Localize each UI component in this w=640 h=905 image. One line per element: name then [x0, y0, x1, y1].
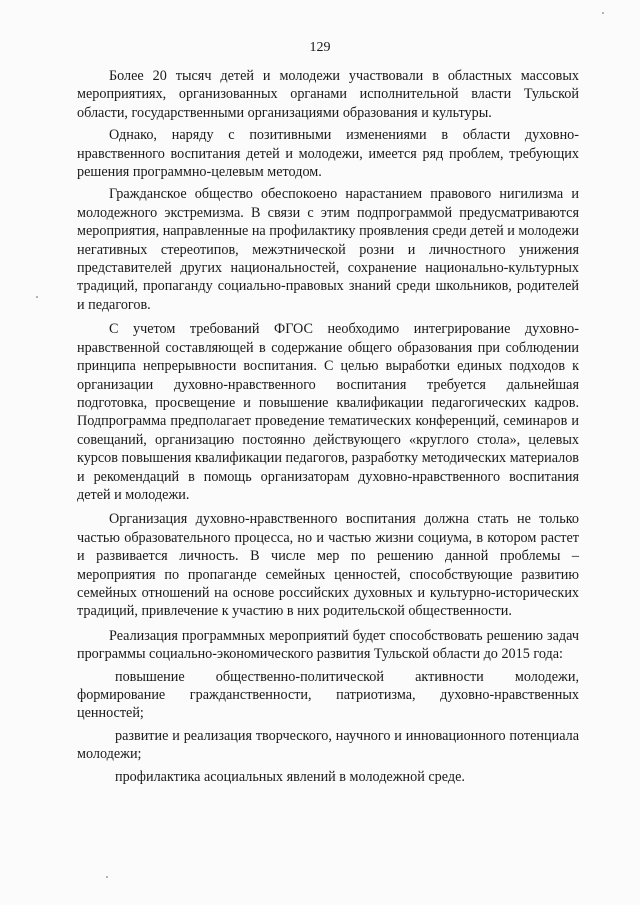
scan-speck [106, 876, 108, 878]
list-item: развитие и реализация творческого, научного и инновационного потенциала молодежи; [77, 727, 579, 763]
list-item: профилактика асоциальных явлений в молодежной среде. [115, 768, 465, 785]
page-number: 129 [309, 40, 331, 55]
paragraph-events-participation: Более 20 тысяч детей и молодежи участвовали в областных массовых мероприятиях, организованных органами исполнительной власти Тульской области, государственными организациями образования и культуры. [77, 68, 579, 121]
paragraph-problems: Однако, наряду с позитивными изменениями в области духовно-нравственного воспитания детей и молодежи, имеется ряд проблем, требующих решения программно-целевым методом. [77, 127, 579, 181]
list-item: повышение общественно-политической активности молодежи, формирование гражданственности, патриотизма, духовно-нравственных ценностей; [77, 668, 579, 722]
scan-speck [602, 12, 604, 14]
paragraph-organization: Организация духовно-нравственного воспитания должна стать не только частью образовательного процесса, но и частью жизни социума, в котором растет и развивается личность. В числе мер по решению данной проблемы – мероприятия по пропаганде семейных ценностей, способствующие развитию семейных отношений на основе российских духовных и культурно-исторических традиций, привлечение к участию в них родительской общественности. [77, 511, 579, 620]
paragraph-implementation: Реализация программных мероприятий будет способствовать решению задач программы социально-экономического развития Тульской области до 2015 года: [77, 627, 579, 663]
paragraph-civil-society: Гражданское общество обеспокоено нарастанием правового нигилизма и молодежного экстремизма. В связи с этим подпрограммой предусматриваются мероприятия, направленные на профилактику проявления среди детей и молодежи негативных стереотипов, межэтнической розни и личностного унижения представителей других национальностей, сохранение национально-культурных традиций, пропаганду социально-правовых знаний среди школьников, родителей и педагогов. [77, 186, 579, 313]
scan-speck [36, 296, 38, 298]
paragraph-fgos-requirements: С учетом требований ФГОС необходимо интегрирование духовно-нравственной составляющей в содержание общего образования при соблюдении принципа непрерывности воспитания. С целью выработки единых подходов к организации духовно-нравственного воспитания требуется дальнейшая подготовка, просвещение и повышение квалификации педагогических кадров. Подпрограмма предполагает проведение тематических конференций, семинаров и совещаний, организацию постоянно действующего «круглого стола», целевых курсов повышения квалификации педагогов, разработку методических материалов и рекомендаций в помощь организаторам духовно-нравственного воспитания детей и молодежи. [77, 321, 579, 503]
document-body [77, 67, 579, 790]
